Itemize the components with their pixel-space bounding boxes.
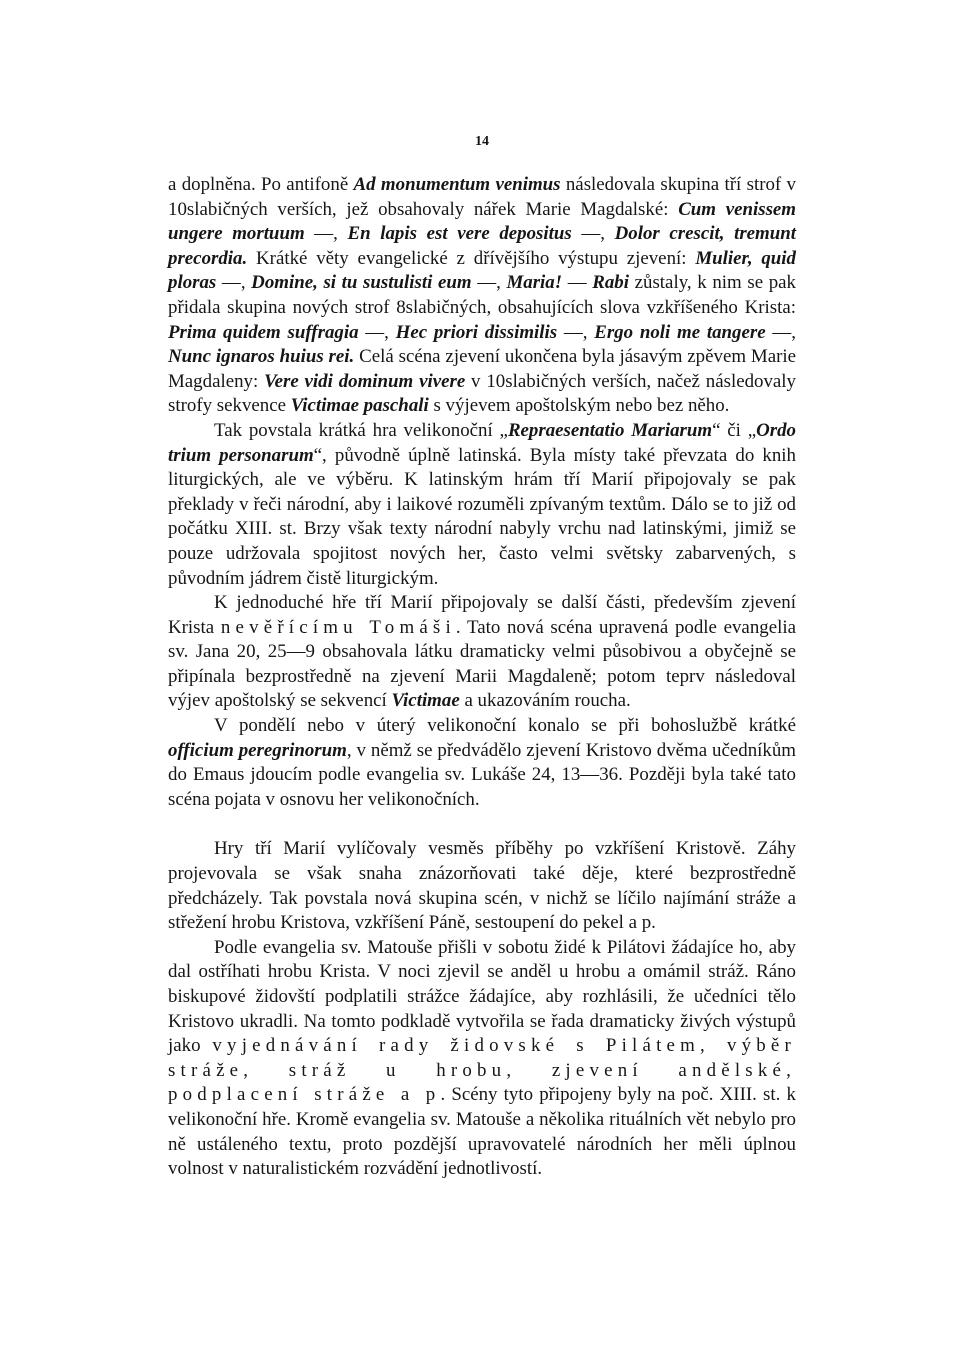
text-run: zůstaly, k nim se pak přidala skupina nových strof 8slabičných, obsahujících slova vzkříšeného Krista: bbox=[168, 272, 796, 318]
text-run: “, původně úplně latinská. Byla místy také převzata do knih liturgických, ale ve výběru. K latinským hrám tří Marií připojovaly se pak překlady v řeči národní, aby i laikové rozuměli zpívaným textům. Dálo se to již od počátku XIII. st. Brzy však texty národní nabyly vrchu nad latinskými, jimiž se pouze udržovala spojitost nových her, často velmi světsky zabarvených, s původním jádrem čistě liturgickým. bbox=[168, 444, 797, 589]
text-run: K jednoduché hře tří Marií připojovaly se další části, především zjevení Krista bbox=[168, 592, 796, 638]
text-run: Krátké věty evangelické z dřívějšího výstupu zjevení: bbox=[247, 247, 696, 269]
text-run: . Tato nová scéna upravená podle evangelia sv. Jana 20, 25—9 obsahovala látku dramaticky velmi působivou a obyčejně se připínala bezprostředně na zjevení Marii Magdaleně; potom teprv následoval výjev apoštolský se sekvencí bbox=[168, 616, 796, 712]
text-run: Celá scéna zjevení ukončena byla jásavým zpěvem Marie Magdaleny: bbox=[168, 346, 797, 392]
text-run: Podle evangelia sv. Matouše přišli v sobotu židé k Pilátovi žádajíce ho, aby dal ostříhati hrobu Krista. V noci zjevil se anděl u hrobu a omámil stráž. Ráno biskupové židovští podplatili strážce žádajíce, aby rozhlásili, že učedníci tělo Kristovo ukradli. Na tomto podkladě vytvořila se řada dramaticky živých výstupů jako bbox=[168, 936, 796, 1057]
latin-quote: Hec priori dissimilis bbox=[395, 321, 558, 343]
latin-quote: En lapis est vere depositus bbox=[347, 223, 572, 245]
latin-quote: Dolor crescit, tremunt precordia. bbox=[168, 223, 797, 269]
text-run: —, bbox=[471, 272, 507, 294]
text-run: —, bbox=[216, 272, 252, 294]
text-run: . Scény tyto připojeny byly na poč. XIII. st. k velikonoční hře. Kromě evangelia sv. Matouše a několika rituálních vět nebylo pro ně ustáleného textu, proto pozdější upravovatelé národních her měli úplnou volnost v naturalistickém rozvádění jednotlivostí. bbox=[168, 1084, 796, 1180]
text-run: —, bbox=[571, 223, 615, 245]
spaced-emphasis: vyjednávání rady židovské s Pilátem, výběr stráže, stráž u hrobu, zjevení andělské, podplacení stráže a p bbox=[168, 1035, 796, 1106]
paragraph bbox=[168, 173, 796, 419]
latin-quote: Maria! bbox=[506, 272, 563, 294]
latin-quote: Repraesentatio Mariarum bbox=[507, 419, 713, 441]
latin-quote: Rabi bbox=[592, 272, 629, 294]
text-run: — bbox=[562, 272, 593, 294]
text-run: , v němž se předvádělo zjevení Kristovo dvěma učedníkům do Emaus jdoucím podle evangelia sv. Lukáše 24, 13—36. Později byla také tato scéna pojata v osnovu her velikonočních. bbox=[168, 739, 796, 810]
latin-quote: Victimae bbox=[391, 690, 460, 712]
text-run: následovala skupina tří strof v 10slabičných verších, jež obsahovaly nářek Marie Magdalské: bbox=[168, 174, 796, 220]
spaced-emphasis: nevěřícímu Tomáši bbox=[220, 616, 456, 638]
book-page bbox=[168, 0, 796, 1370]
paragraph bbox=[168, 714, 796, 812]
text-run: —, bbox=[557, 321, 595, 343]
text-run: Tak povstala krátká hra velikonoční „ bbox=[214, 419, 508, 441]
text-run: v 10slabičných verších, načež následovaly strofy sekvence bbox=[168, 370, 797, 417]
text-run: “ či „ bbox=[712, 419, 757, 441]
text-run: s výjevem apoštolským nebo bez něho. bbox=[428, 395, 730, 417]
text-run: —, bbox=[765, 321, 796, 343]
text-run: Hry tří Marií vylíčovaly vesměs příběhy po vzkříšení Kristově. Záhy projevovala se však snaha znázorňovati také děje, které bezprostředně předcházely. Tak povstala nová skupina scén, v nichž se líčilo najímání stráže a střežení hrobu Kristova, vzkříšení Páně, sestoupení do pekel a p. bbox=[168, 838, 796, 934]
latin-quote: Ergo noli me tangere bbox=[594, 321, 766, 343]
paragraph bbox=[168, 936, 796, 1182]
latin-quote: Vere vidi dominum vivere bbox=[264, 370, 466, 392]
text-run: —, bbox=[358, 321, 396, 343]
text-run: V pondělí nebo v úterý velikonoční konalo se při bohoslužbě krátké bbox=[214, 715, 796, 737]
page-number: 14 bbox=[475, 134, 489, 149]
latin-quote: Domine, si tu sustulisti eum bbox=[251, 272, 472, 294]
latin-quote: Ordo trium personarum bbox=[168, 419, 796, 466]
text-run: a ukazováním roucha. bbox=[459, 690, 631, 712]
latin-quote: Prima quidem suffragia bbox=[168, 321, 359, 343]
body-text bbox=[168, 173, 796, 1182]
text-run: —, bbox=[304, 223, 348, 245]
paragraph bbox=[168, 419, 796, 591]
latin-quote: Victimae paschali bbox=[290, 395, 429, 417]
paragraph bbox=[168, 591, 796, 714]
latin-quote: Ad monumentum venimus bbox=[353, 174, 561, 195]
latin-quote: Nunc ignaros huius rei. bbox=[168, 346, 355, 368]
latin-quote: Mulier, quid ploras bbox=[168, 247, 796, 294]
text-run: a doplněna. Po antifoně bbox=[168, 174, 354, 195]
latin-quote: officium peregrinorum bbox=[168, 739, 347, 761]
paragraph bbox=[168, 837, 796, 935]
latin-quote: Cum venissem ungere mortuum bbox=[168, 198, 797, 245]
